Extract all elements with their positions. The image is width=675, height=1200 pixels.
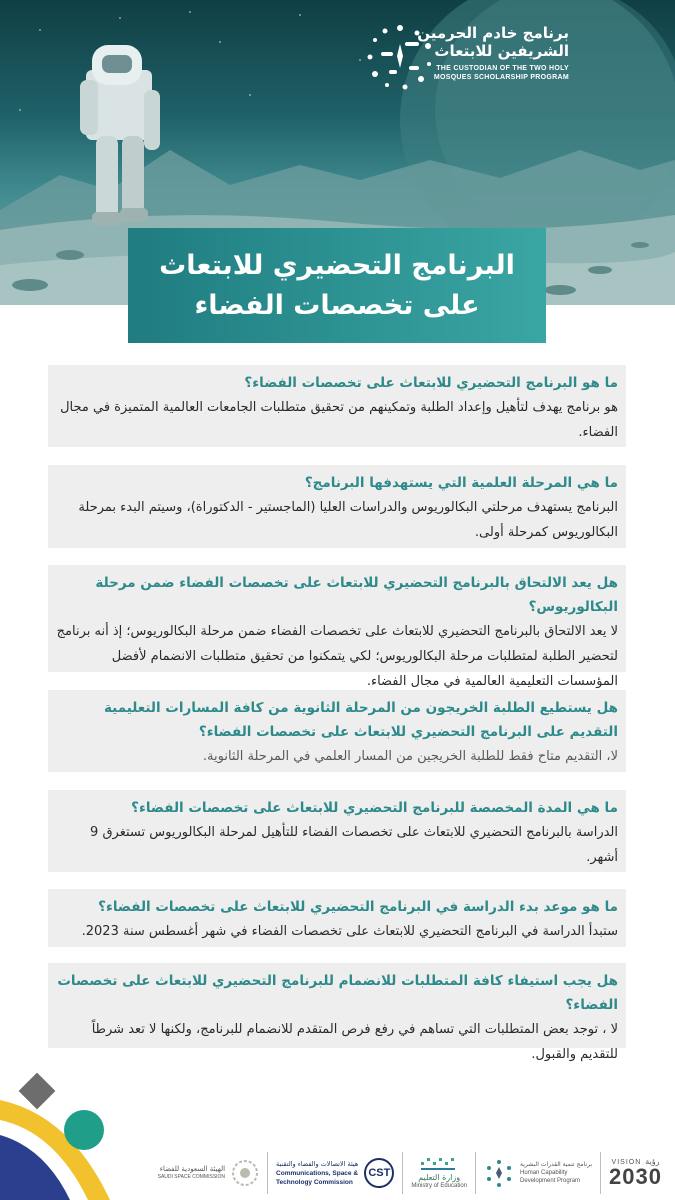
footer [0, 1060, 675, 1200]
faq-question: هل يعد الالتحاق بالبرنامج التحضيري للابتعاث على تخصصات الفضاء ضمن مرحلة البكالوريوس؟ [95, 575, 618, 615]
brand-english-line-1: THE CUSTODIAN OF THE TWO HOLY [436, 65, 569, 72]
moe-emblem-icon [419, 1156, 459, 1174]
moe-arabic: وزارة التعليم [418, 1173, 461, 1182]
faq-answer: هو برنامج يهدف لتأهيل وإعداد الطلبة وتمكينهم من تحقيق متطلبات الجامعات العالمية المتميزة في مجال الفضاء. [60, 400, 618, 440]
faq-item [48, 365, 626, 447]
faq-question: ما هي المدة المخصصة للبرنامج التحضيري للابتعاث على تخصصات الفضاء؟ [131, 800, 618, 816]
faq-answer: لا، التقديم متاح فقط للطلبة الخريجين من المسار العلمي في المرحلة الثانوية. [202, 749, 618, 764]
diamond-shape [19, 1073, 56, 1110]
page-title-line-1: البرنامج التحضيري للابتعاث [159, 249, 515, 281]
vision-arabic: رؤية [645, 1157, 660, 1166]
faq-question: هل يستطيع الطلبة الخريجون من المرحلة الثانوية من كافة المسارات التعليمية التقديم على البرنامج التحضيري للابتعاث على تخصصات الفضاء؟ [104, 700, 618, 740]
vision-number: 2030 [609, 1164, 662, 1189]
faq-answer: لا يعد الالتحاق بالبرنامج التحضيري للابتعاث على تخصصات الفضاء ضمن مرحلة البكالوريوس؛ إذ أنه برنامج لتحضير الطلبة لمتطلبات مرحلة البكالوريوس؛ لكي يتمكنوا من تحقيق متطلبات الانضمام لأفضل المؤسسات التعليمية العالمية في مجال الفضاء. [56, 624, 618, 689]
moe-english: Ministry of Education [411, 1183, 468, 1189]
faq-question: ما هي المرحلة العلمية التي يستهدفها البرنامج؟ [304, 475, 618, 491]
brand-english-line-2: MOSQUES SCHOLARSHIP PROGRAM [433, 74, 569, 81]
brand-arabic-line-1: برنامج خادم الحرمين [417, 24, 569, 42]
faq-question: ما هو موعد بدء الدراسة في البرنامج التحضيري للابتعاث على تخصصات الفضاء؟ [98, 899, 618, 915]
cst-english-line-2: Technology Commission [276, 1178, 353, 1186]
hcdp-arabic: برنامج تنمية القدرات البشرية [520, 1161, 593, 1168]
saudi-space-commission-logo [150, 1148, 267, 1198]
page-title-line-2: على تخصصات الفضاء [194, 289, 480, 321]
faq-item [48, 889, 626, 947]
hcdp-logo [476, 1148, 600, 1198]
scholarship-program-logo [365, 22, 655, 92]
page-title-banner [128, 228, 546, 343]
faq-answer: لا ، توجد بعض المتطلبات التي تساهم في رفع فرص المتقدم للانضمام للبرنامج، ولكنها لا تعد شرطاً للتقديم والقبول. [91, 1022, 618, 1062]
ministry-of-education-logo [403, 1148, 475, 1198]
brand-arabic-line-2: الشريفين للابتعاث [434, 42, 569, 60]
faq-answer: البرنامج يستهدف مرحلتي البكالوريوس والدراسات العليا (الماجستير - الدكتوراة)، وسيتم البدء بمرحلة البكالوريوس كمرحلة أولى. [78, 500, 618, 540]
cst-arabic: هيئة الاتصالات والفضاء والتقنية [276, 1159, 359, 1168]
partner-logos [140, 1148, 670, 1198]
ssc-english: SAUDI SPACE COMMISSION [157, 1174, 226, 1180]
ssc-emblem-icon [231, 1159, 259, 1187]
cst-mark: CST [364, 1158, 394, 1188]
vision-label: VISION [611, 1159, 642, 1166]
hcdp-emblem-icon [484, 1158, 514, 1188]
faq-answer: الدراسة بالبرنامج التحضيري للابتعاث على تخصصات الفضاء للتأهيل لمرحلة البكالوريوس تستغرق 9 أشهر. [90, 825, 618, 865]
cst-english-line-1: Communications, Space & [276, 1169, 359, 1177]
green-circle-shape [64, 1110, 104, 1150]
vision-2030-logo [601, 1148, 670, 1198]
cst-logo [268, 1148, 402, 1198]
ssc-arabic: الهيئة السعودية للفضاء [159, 1165, 226, 1173]
faq-answer: ستبدأ الدراسة في البرنامج التحضيري للابتعاث على تخصصات الفضاء في شهر أغسطس سنة 2023. [81, 924, 618, 939]
faq-question: هل يجب استيفاء كافة المتطلبات للانضمام للبرنامج التحضيري للابتعاث على تخصصات الفضاء؟ [57, 973, 618, 1013]
faq-item [48, 790, 626, 872]
faq-question: ما هو البرنامج التحضيري للابتعاث على تخصصات الفضاء؟ [244, 375, 618, 391]
hcdp-english: Human Capability Development Program [520, 1170, 581, 1184]
faq-item [48, 963, 626, 1062]
faq-item [48, 565, 626, 689]
faq-item [48, 690, 626, 772]
faq-item [48, 465, 626, 548]
